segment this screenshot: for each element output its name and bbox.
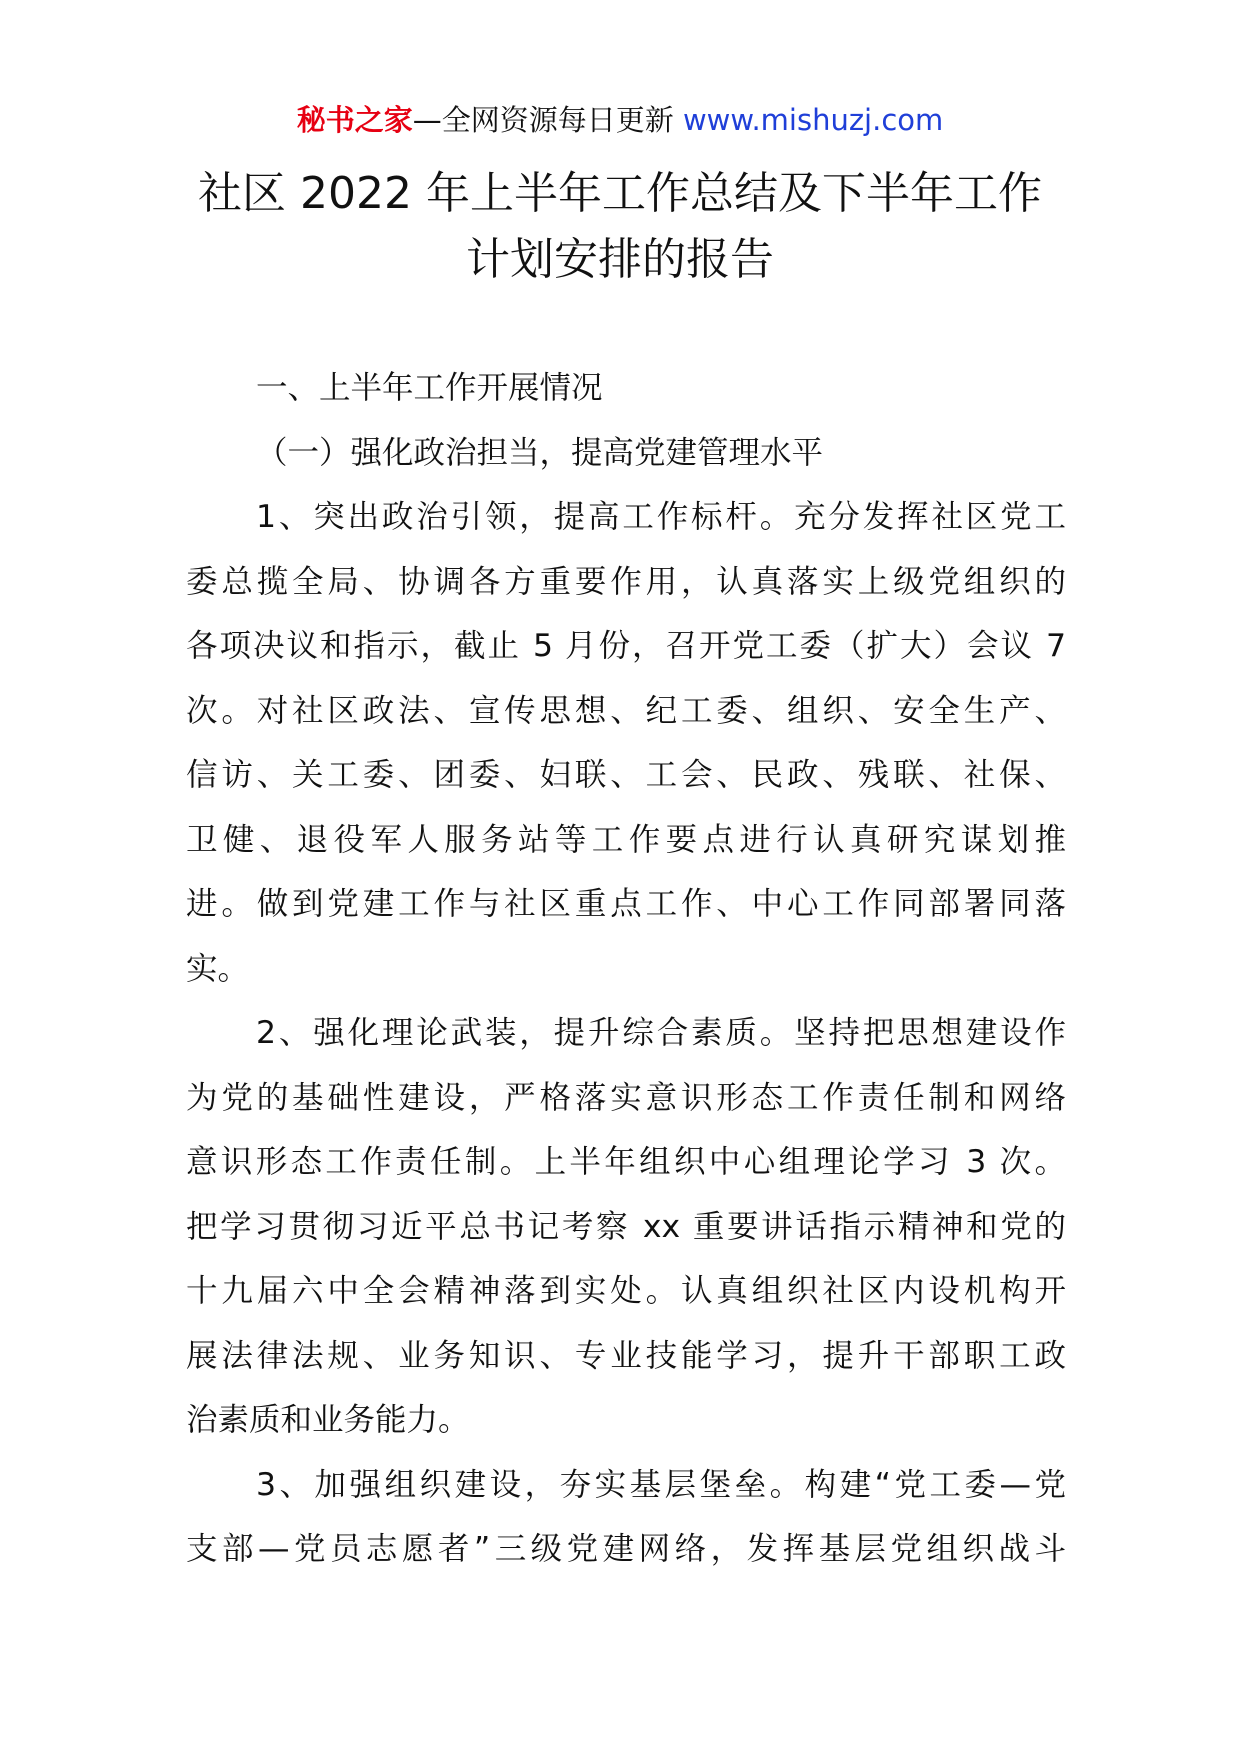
paragraph-line: 2、强化理论武装，提升综合素质。坚持把思想建设作: [256, 1015, 1066, 1051]
paragraph-line: 卫健、退役军人服务站等工作要点进行认真研究谋划推: [186, 821, 1066, 858]
document-title-line-2: 计划安排的报告: [466, 234, 774, 285]
subsection-heading: （一）强化政治担当，提高党建管理水平: [256, 434, 824, 471]
paragraph-line: 支部—党员志愿者”三级党建网络，发挥基层党组织战斗: [186, 1531, 1066, 1567]
paragraph-line: 实。: [186, 950, 250, 987]
paragraph-line: 3、加强组织建设，夯实基层堡垒。构建“党工委—党: [256, 1466, 1066, 1503]
paragraph-line: 意识形态工作责任制。上半年组织中心组理论学习 3 次。: [186, 1144, 1066, 1180]
paragraph-line: 把学习贯彻习近平总书记考察 xx 重要讲话指示精神和党的: [186, 1208, 1066, 1245]
section-heading: 一、上半年工作开展情况: [256, 370, 603, 406]
paragraph-line: 为党的基础性建设，严格落实意识形态工作责任制和网络: [186, 1079, 1066, 1116]
paragraph-line: 展法律法规、业务知识、专业技能学习，提升干部职工政: [186, 1337, 1066, 1374]
document-body: [186, 356, 1066, 1582]
header-url-link[interactable]: www.mishuzj.com: [682, 103, 944, 137]
paragraph-line: 十九届六中全会精神落到实处。认真组织社区内设机构开: [186, 1273, 1066, 1309]
paragraph-line: 委总揽全局、协调各方重要作用，认真落实上级党组织的: [186, 563, 1066, 600]
paragraph-line: 次。对社区政法、宣传思想、纪工委、组织、安全生产、: [186, 692, 1066, 729]
header-tagline: —全网资源每日更新: [412, 103, 683, 137]
paragraph-line: 信访、关工委、团委、妇联、工会、民政、残联、社保、: [186, 757, 1066, 793]
paragraph-line: 进。做到党建工作与社区重点工作、中心工作同部署同落: [186, 886, 1066, 922]
paragraph-line: 各项决议和指示，截止 5 月份，召开党工委（扩大）会议 7: [186, 628, 1066, 664]
brand-name: 秘书之家: [296, 103, 413, 137]
watermark-header: [0, 100, 1240, 140]
paragraph-line: 1、突出政治引领，提高工作标杆。充分发挥社区党工: [256, 499, 1066, 535]
paragraph-line: 治素质和业务能力。: [186, 1402, 470, 1438]
document-title-line-1: 社区 2022 年上半年工作总结及下半年工作: [198, 168, 1042, 219]
